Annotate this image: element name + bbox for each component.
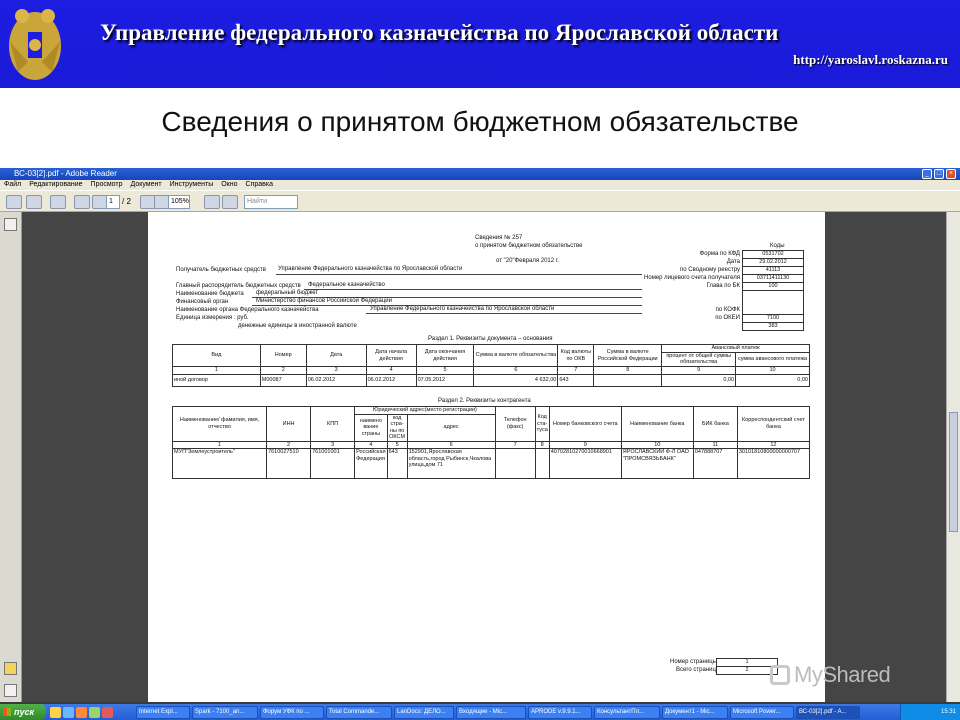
s2-col-num: 8 [535,441,549,449]
s2-header: ИНН [267,407,311,442]
currency-note: денежные единицы в иностранной валюте [238,323,357,329]
quick-launch-icon[interactable] [102,707,113,718]
s1-col-num: 8 [594,367,662,375]
codes-header: Коды [770,243,785,249]
quick-launch-icon[interactable] [50,707,61,718]
quick-launch-icon[interactable] [76,707,87,718]
pages-total-value: 2 [717,667,778,675]
print-icon[interactable] [6,195,22,209]
s1-header: Дата окончания действия [416,345,474,367]
watermark [770,662,890,688]
clock[interactable]: 15:31 [940,709,956,715]
s1-col-num: 4 [366,367,416,375]
code-value: 100 [743,283,804,291]
slide-header [0,0,960,88]
s2-col-num: 3 [311,441,355,449]
fit-width-icon[interactable] [222,195,238,209]
double-headed-eagle-emblem-icon [4,2,66,86]
menu-help[interactable]: Справка [245,181,273,188]
s2-header: код стра- ны по ОКСМ [387,414,407,441]
s2-col-num: 10 [621,441,693,449]
s2-col-num: 2 [267,441,311,449]
field-value: Министерство финансов Российской Федерации [256,298,392,304]
window-title: ВС-03[2].pdf - Adobe Reader [14,169,117,178]
s1-header: Вид [173,345,261,367]
taskbar-item[interactable]: КонсультантПл... [594,706,660,719]
s2-header: БИК банка [693,407,737,442]
section2-title: Раздел 2. Реквизиты контрагента [438,398,531,404]
windows-logo-icon [3,708,11,716]
org-url[interactable]: http://yaroslavl.roskazna.ru [793,52,948,67]
menu-bar [0,180,960,190]
watermark-logo-icon [770,665,790,685]
toolbar [0,190,960,212]
taskbar-item[interactable]: Форум УФК по ... [260,706,324,719]
s2-col-num: 11 [693,441,737,449]
system-tray [900,704,960,720]
maximize-button[interactable]: □ [934,169,944,179]
code-value: 7100 [743,315,804,323]
s1-col-num: 5 [416,367,474,375]
field-underline [304,289,642,290]
page-count-table [716,658,778,675]
s1-cell: М00087 [260,374,306,386]
s2-cell: 761001001 [311,449,355,479]
code-label: Форма по КФД [699,251,740,257]
s2-cell [535,449,549,479]
taskbar-item-active[interactable]: ВС-03[2].pdf - A... [796,706,860,719]
s1-col-num: 1 [173,367,261,375]
window-titlebar[interactable] [0,168,960,180]
section1-title: Раздел 1. Реквизиты документа – основания [428,336,553,342]
pages-panel-icon[interactable] [4,218,17,231]
menu-window[interactable]: Окно [221,181,238,188]
fit-page-icon[interactable] [204,195,220,209]
taskbar-item[interactable]: APRODE v.9.9.1... [528,706,592,719]
close-button[interactable]: × [946,169,956,179]
s2-cell: 40702810270010668901 [549,449,621,479]
s2-header: Наименование/ фамилия, имя, отчество [173,407,267,442]
document-page [148,212,825,702]
s1-header: Дата начала действия [366,345,416,367]
s1-cell: иной договор [173,374,261,386]
previous-page-icon[interactable] [74,195,90,209]
slide-title: Сведения о принятом бюджетном обязательстве [161,106,799,137]
s1-cell: 06.02.2012 [306,374,366,386]
s2-cell: 7610027510 [267,449,311,479]
doc-date: от "20"Февраля 2012 г. [496,258,559,264]
s2-col-num: 6 [407,441,495,449]
code-value [743,291,804,315]
taskbar-item[interactable]: Internet Expl... [136,706,190,719]
code-value: 0531702 [743,251,804,259]
menu-view[interactable]: Просмотр [90,181,123,188]
s1-col-num: 9 [662,367,736,375]
pages-total-label: Всего страниц [676,667,716,673]
menu-file[interactable]: Файл [4,181,22,188]
quick-launch-icon[interactable] [63,707,74,718]
field-value: Федеральное казначейство [308,282,385,288]
field-label: Получатель бюджетных средств [176,267,266,273]
field-value: Управление Федерального казначейства по Ярославской области [370,306,555,312]
s1-cell: 0,00 [736,374,810,386]
doc-heading-number: Сведения № 257 [475,235,523,241]
comments-icon[interactable] [4,662,17,675]
org-title: Управление федерального казначейства по Ярославской области [100,20,779,45]
s2-header: Телефон (факс) [495,407,535,442]
s2-cell: ЯРОСЛАВСКИЙ Ф-Л ОАО "ПРОМСВЯЗЬБАНК" [621,449,693,479]
field-underline [366,313,642,314]
scroll-thumb[interactable] [949,412,958,532]
s2-col-num: 12 [737,441,809,449]
s2-cell: 047888707 [693,449,737,479]
s1-advance-header: Авансовый платеж [662,345,810,353]
menu-document[interactable]: Документ [130,181,162,188]
taskbar-item[interactable]: LanDocs: ДЕЛО... [394,706,454,719]
s1-col-num: 3 [306,367,366,375]
codes-table [742,250,804,331]
s2-header: наимено вание страны [355,414,387,441]
s2-cell: 30101810800000000707 [737,449,809,479]
s2-header: адрес [407,414,495,441]
s1-header: Код валюты по ОКВ [558,345,594,367]
s2-header: КПП [311,407,355,442]
code-label: по ОКЕИ [715,315,740,321]
s1-header: Сумма в валюте обязательства [474,345,558,367]
s1-col-num: 7 [558,367,594,375]
s1-cell: 643 [558,374,594,386]
code-label: по Сводному реестру [680,267,740,273]
s1-header: сумма авансового платежа [736,352,810,366]
s2-cell: 152901,Ярославская область,город Рыбинск,Чкалова улица,дом 71 [407,449,495,479]
code-value: 383 [743,323,804,331]
find-input[interactable]: Найти [244,195,298,209]
s2-cell: 643 [387,449,407,479]
minimize-button[interactable]: _ [922,169,932,179]
s1-header: Дата [306,345,366,367]
start-button[interactable] [0,704,46,720]
field-label: Наименование органа Федерального казначейства [176,307,319,313]
page-number-input[interactable]: 1 [106,195,120,209]
page-number-value: 1 [717,659,778,667]
s1-header: Сумма в валюте Российской Федерации [594,345,662,367]
start-label: пуск [14,707,35,717]
s1-col-num: 6 [474,367,558,375]
navigation-panel [0,212,22,702]
field-label: Наименование бюджета [176,291,244,297]
s1-header: процент от общей суммы обязательства [662,352,736,366]
taskbar-item[interactable]: Документ1 - Mic... [662,706,728,719]
field-value: Управление Федерального казначейства по Ярославской области [278,266,463,272]
taskbar-item[interactable]: Spark - 7100_an... [192,706,258,719]
s1-header: Номер [260,345,306,367]
code-label: по КОФК [715,307,740,313]
page-total: / 2 [122,197,131,206]
vertical-scrollbar[interactable] [946,212,960,702]
s2-cell: МУП"Землеустроитель" [173,449,267,479]
attachments-icon[interactable] [4,684,17,697]
field-label: Единица измерения : руб. [176,315,249,321]
code-value: 29.02.2012 [743,259,804,267]
code-label: Номер лицевого счета получателя [644,275,740,281]
taskbar-item[interactable]: Microsoft Power... [730,706,794,719]
s2-address-header: Юридический адрес(место регистрации) [355,407,496,415]
s2-col-num: 4 [355,441,387,449]
code-label: Дата [726,259,740,265]
s2-header: Наименование банка [621,407,693,442]
s1-cell: 4 632,00 [474,374,558,386]
field-value: федеральный бюджет [256,290,319,296]
s2-col-num: 5 [387,441,407,449]
s1-cell: 06.02.2012 [366,374,416,386]
s1-col-num: 10 [736,367,810,375]
code-value: 41113 [743,267,804,275]
watermark-text: MyShared [794,662,891,687]
s2-header: Корреспондентский счет банка [737,407,809,442]
s2-cell: Российская Федерация [355,449,387,479]
taskbar [0,704,960,720]
page-number-label: Номер страницы [670,659,717,665]
s2-col-num: 7 [495,441,535,449]
taskbar-item[interactable]: Входящие - Mic... [456,706,526,719]
field-label: Главный распорядитель бюджетных средств [176,283,301,289]
code-label: Глава по БК [706,283,740,289]
s2-col-num: 9 [549,441,621,449]
hand-tool-icon[interactable] [50,195,66,209]
s2-header: Номер банковского счета [549,407,621,442]
s2-cell [495,449,535,479]
s1-col-num: 2 [260,367,306,375]
doc-heading-sub: о принятом бюджетном обязательстве [475,243,583,249]
s1-cell: 0,00 [662,374,736,386]
field-underline [276,274,642,275]
menu-edit[interactable]: Редактирование [29,181,83,188]
s1-cell [594,374,662,386]
email-icon[interactable] [26,195,42,209]
code-value: 03711411130 [743,275,804,283]
taskbar-item[interactable]: Total Commande... [326,706,392,719]
section2-table [172,406,810,479]
zoom-select[interactable]: 105% [168,195,190,209]
s1-cell: 07.05.2012 [416,374,474,386]
s2-col-num: 1 [173,441,267,449]
field-label: Финансовый орган [176,299,229,305]
quick-launch [50,707,134,718]
quick-launch-icon[interactable] [89,707,100,718]
s2-header: Код ста- туса [535,407,549,442]
section1-table [172,344,810,387]
menu-tools[interactable]: Инструменты [169,181,214,188]
